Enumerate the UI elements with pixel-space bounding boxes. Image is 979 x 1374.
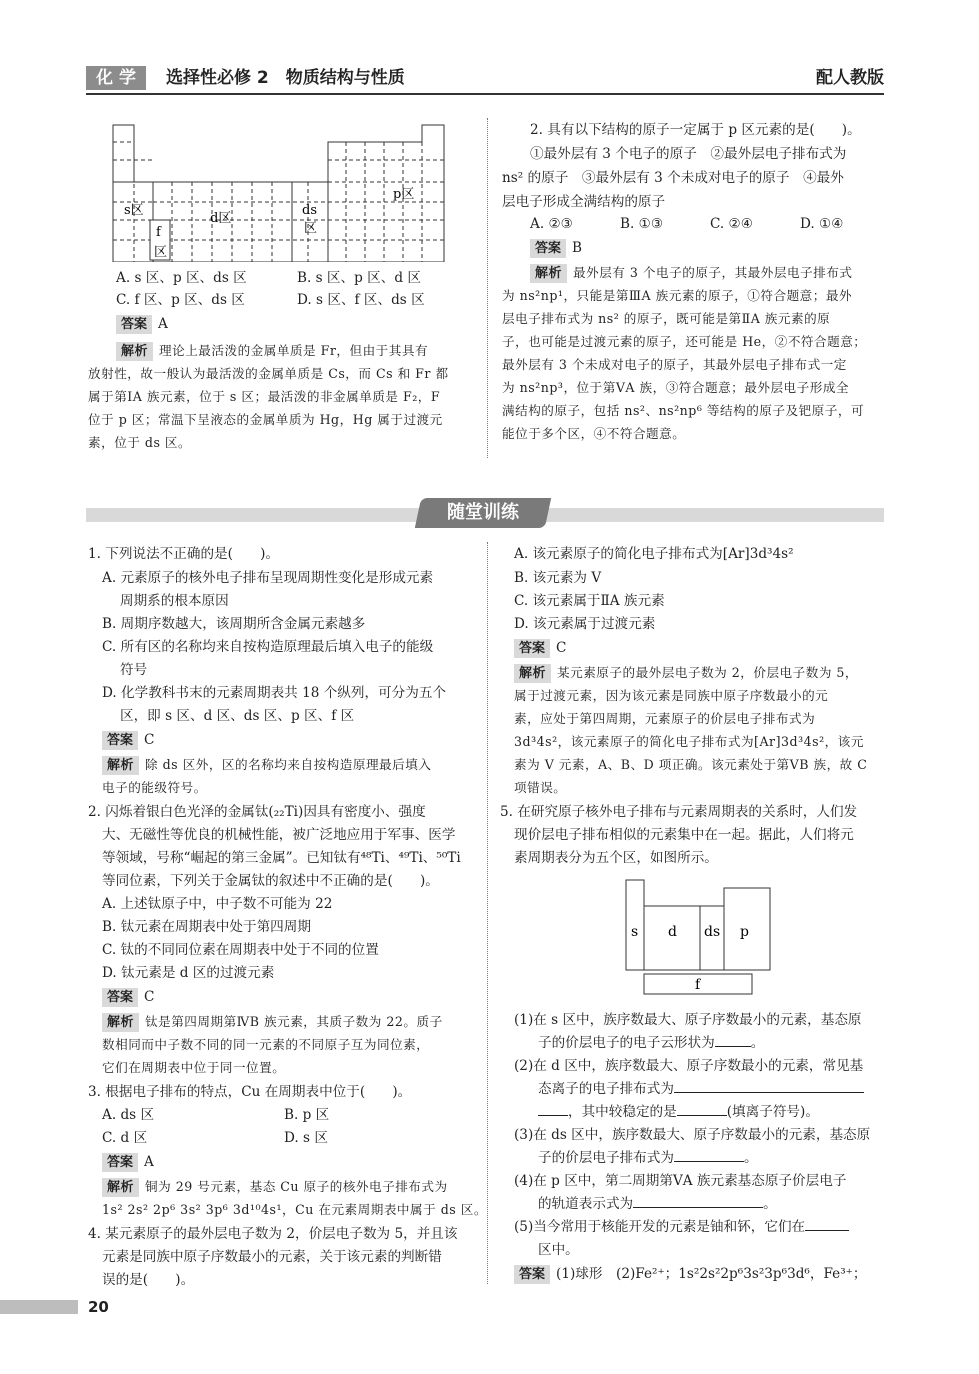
option: B. ①③ <box>620 216 664 232</box>
option: D. 该元素属于过渡元素 <box>514 616 656 632</box>
analysis-line: 素，位于 ds 区。 <box>88 435 192 450</box>
option: D. 化学教科书末的元素周期表共 18 个纵列，可分为五个 <box>102 685 447 701</box>
option: C. f 区、p 区、ds 区 <box>116 292 245 308</box>
option: 区，即 s 区、d 区、ds 区、p 区、f 区 <box>120 708 355 724</box>
analysis-line: 解析 钛是第四周期第ⅣB 族元素，其质子数为 22。质子 <box>102 1011 443 1034</box>
f-block-label: f <box>695 977 701 993</box>
option: C. d 区 <box>102 1130 148 1146</box>
question-5-stem: 素周期表分为五个区，如图所示。 <box>514 850 718 866</box>
answer-tag: 答案 <box>530 239 566 258</box>
question-3-stem: 3. 根据电子排布的特点，Cu 在周期表中位于( )。 <box>88 1084 412 1100</box>
ds-block-label: ds <box>704 924 721 940</box>
question-2-stem: ns² 的原子 ③最外层有 3 个未成对电子的原子 ④最外 <box>502 170 844 186</box>
option: D. s 区、f 区、ds 区 <box>297 292 425 308</box>
option: 周期系的根本原因 <box>120 593 229 609</box>
analysis-line: 属于第ⅠA 族元素，位于 s 区；最活泼的非金属单质是 F₂，F <box>88 389 441 404</box>
answer-line: 答案 B <box>530 236 582 260</box>
option: B. 钛元素在周期表中处于第四周期 <box>102 919 311 935</box>
analysis-line: 解析 某元素原子的最外层电子数为 2，价层电子数为 5， <box>514 662 858 685</box>
analysis-line: 放射性，故一般认为最活泼的金属单质是 Cs，而 Cs 和 Fr 都 <box>88 366 449 381</box>
analysis-line: 解析 最外层有 3 个电子的原子，其最外层电子排布式 <box>530 262 852 285</box>
answer-line <box>116 312 168 336</box>
sub-question: 子的价层电子的电子云形状为 。 <box>538 1031 764 1055</box>
question-1-stem: 1. 下列说法不正确的是( )。 <box>88 546 280 562</box>
analysis-line: 3d³4s²，该元素原子的简化电子排布式为[Ar]3d³4s²，该元 <box>514 734 864 749</box>
question-4-stem: 元素是同族中原子序数最小的元素，关于该元素的判断错 <box>102 1249 442 1265</box>
answer-line: 答案 (1)球形 (2)Fe²⁺；1s²2s²2p⁶3s²3p⁶3d⁶，Fe³⁺； <box>514 1262 866 1286</box>
option: 符号 <box>120 662 148 678</box>
answer-blank[interactable] <box>805 1216 849 1231</box>
answer-blank[interactable] <box>677 1101 727 1116</box>
answer-tag: 答案 <box>514 1265 550 1284</box>
edition-label: 配人教版 <box>816 68 884 88</box>
footer-bar <box>0 1300 78 1314</box>
analysis-line: 项错误。 <box>514 780 567 795</box>
answer-blank[interactable] <box>674 1147 744 1162</box>
option: B. 周期序数越大，该周期所含金属元素越多 <box>102 616 366 632</box>
d-block-label: d <box>668 924 677 940</box>
sub-question: (5)当今常用于核能开发的元素是铀和钚，它们在 <box>514 1215 849 1239</box>
analysis-tag: 解析 <box>102 756 139 775</box>
question-2-stem: 2. 闪烁着银白色光泽的金属钛(₂₂Ti)因具有密度小、强度 <box>88 804 426 820</box>
question-4-stem: 4. 某元素原子的最外层电子数为 2，价层电子数为 5，并且该 <box>88 1226 458 1242</box>
column-divider <box>487 118 488 458</box>
question-2-stem: 2. 具有以下结构的原子一定属于 p 区元素的是( )。 <box>530 122 861 138</box>
answer-blank[interactable] <box>715 1032 751 1047</box>
header-rule <box>86 93 884 95</box>
analysis-line: 解析 铜为 29 号元素，基态 Cu 原子的核外电子排布式为 <box>102 1176 448 1199</box>
answer-tag: 答案 <box>102 988 138 1007</box>
question-5-stem: 现价层电子排布相似的元素集中在一起。据此，人们将元 <box>514 827 854 843</box>
sub-question: (2)在 d 区中，族序数最大、原子序数最小的元素，常见基 <box>514 1058 864 1074</box>
periodic-table-diagram <box>110 122 450 262</box>
sub-question: (3)在 ds 区中，族序数最大、原子序数最小的元素，基态原 <box>514 1127 871 1143</box>
option: C. 该元素属于ⅡA 族元素 <box>514 593 665 609</box>
sub-question: 区中。 <box>538 1242 579 1258</box>
analysis-line: 属于过渡元素，因为该元素是同族中原子序数最小的元 <box>514 688 829 703</box>
page-number: 20 <box>88 1298 109 1316</box>
option: D. 钛元素是 d 区的过渡元素 <box>102 965 275 981</box>
sub-question: (1)在 s 区中，族序数最大、原子序数最小的元素，基态原 <box>514 1012 862 1028</box>
answer-tag: 答案 <box>116 315 152 334</box>
analysis-tag: 解析 <box>116 342 153 361</box>
option: A. 该元素原子的简化电子排布式为[Ar]3d³4s² <box>514 546 794 562</box>
answer-line: 答案 A <box>102 1150 154 1174</box>
p-region-label: p区 <box>393 187 415 202</box>
subject-badge: 化 学 <box>86 66 146 90</box>
option: B. 该元素为 V <box>514 570 602 586</box>
answer-line: 答案 C <box>514 636 566 660</box>
section-title: 随堂训练 <box>415 498 551 528</box>
analysis-line: 位于 p 区；常温下呈液态的金属单质为 Hg，Hg 属于过渡元 <box>88 412 443 427</box>
book-title: 选择性必修 2 物质结构与性质 <box>166 68 405 88</box>
sub-question: 态离子的电子排布式为 <box>538 1077 864 1101</box>
analysis-line: 能位于多个区，④不符合题意。 <box>502 426 686 441</box>
question-2-stem: 大、无磁性等优良的机械性能，被广泛地应用于军事、医学 <box>102 827 456 843</box>
answer-line: 答案 C <box>102 728 154 752</box>
sub-question: 子的价层电子排布式为 。 <box>538 1146 758 1170</box>
ds-region-label: ds <box>302 203 317 218</box>
option: B. s 区、p 区、d 区 <box>297 270 421 286</box>
answer-tag: 答案 <box>514 639 550 658</box>
analysis-line: 素，应处于第四周期，元素原子的价层电子排布式为 <box>514 711 816 726</box>
option: C. ②④ <box>710 216 753 232</box>
s-region-label: s区 <box>124 203 144 218</box>
analysis-line: 为 ns²np¹，只能是第ⅢA 族元素的原子，①符合题意；最外 <box>502 288 853 303</box>
analysis-line: 解析 理论上最活泼的金属单质是 Fr，但由于其具有 <box>116 340 428 363</box>
option: D. s 区 <box>284 1130 328 1146</box>
p-block-label: p <box>740 924 749 940</box>
answer-tag: 答案 <box>102 1153 138 1172</box>
analysis-line: 满结构的原子，包括 ns²、ns²np⁶ 等结构的原子及钯原子，可 <box>502 403 865 418</box>
option: D. ①④ <box>800 216 844 232</box>
option: A. ds 区 <box>102 1107 155 1123</box>
question-2-stem: 等领域，号称“崛起的第三金属”。已知钛有⁴⁸Ti、⁴⁹Ti、⁵⁰Ti <box>102 850 461 866</box>
analysis-line: 子，也可能是过渡元素的原子，还可能是 He，②不符合题意； <box>502 334 867 349</box>
option: A. s 区、p 区、ds 区 <box>116 270 247 286</box>
option: A. ②③ <box>530 216 573 232</box>
ds-region-label-2: 区 <box>304 221 318 236</box>
sub-question: (4)在 p 区中，第二周期第ⅤA 族元素基态原子价层电子 <box>514 1173 847 1189</box>
f-region-label: f <box>156 225 161 240</box>
question-2-stem: 层电子形成全满结构的原子 <box>502 194 666 210</box>
question-5-stem: 5. 在研究原子核外电子排布与元素周期表的关系时，人们发 <box>500 804 858 820</box>
analysis-line: 层电子排布式为 ns² 的原子，既可能是第ⅡA 族元素的原 <box>502 311 831 326</box>
question-2-stem: ①最外层有 3 个电子的原子 ②最外层电子排布式为 <box>530 146 847 162</box>
option: C. 钛的不同同位素在周期表中处于不同的位置 <box>102 942 379 958</box>
d-region-label: d区 <box>210 211 232 226</box>
sub-question: ，其中较稳定的是 (填离子符号)。 <box>538 1100 819 1124</box>
answer-line: 答案 C <box>102 985 154 1009</box>
question-2-stem: 等同位素，下列关于金属钛的叙述中不正确的是( )。 <box>102 873 439 889</box>
s-block-label: s <box>631 924 639 940</box>
analysis-line: 最外层有 3 个未成对电子的原子，其最外层电子排布式一定 <box>502 357 847 372</box>
analysis-tag: 解析 <box>514 664 551 683</box>
analysis-line: 素为 V 元素，A、B、D 项正确。该元素处于第ⅤB 族，故 C <box>514 757 868 772</box>
analysis-line: 它们在周期表中位于同一位置。 <box>102 1060 286 1075</box>
blocks-diagram <box>620 876 782 998</box>
option: B. p 区 <box>284 1107 330 1123</box>
option: A. 元素原子的核外电子排布呈现周期性变化是形成元素 <box>102 570 434 586</box>
analysis-line: 解析 除 ds 区外，区的名称均来自按构造原理最后填入 <box>102 754 431 777</box>
analysis-tag: 解析 <box>530 264 567 283</box>
question-4-stem: 误的是( )。 <box>102 1272 195 1288</box>
answer-tag: 答案 <box>102 731 138 750</box>
answer-blank[interactable] <box>538 1101 568 1116</box>
analysis-tag: 解析 <box>102 1178 139 1197</box>
option: C. 所有区的名称均来自按构造原理最后填入电子的能级 <box>102 639 434 655</box>
answer-blank[interactable] <box>633 1193 763 1208</box>
sub-question: 的轨道表示式为 。 <box>538 1192 777 1216</box>
analysis-line: 为 ns²np³，位于第ⅤA 族，③符合题意；最外层电子形成全 <box>502 380 850 395</box>
analysis-tag: 解析 <box>102 1013 139 1032</box>
answer-value: A <box>158 316 168 332</box>
option: A. 上述钛原子中，中子数不可能为 22 <box>102 896 333 912</box>
f-region-label-2: 区 <box>154 245 168 260</box>
answer-blank[interactable] <box>674 1078 864 1093</box>
page-header <box>86 62 884 94</box>
analysis-line: 电子的能级符号。 <box>102 780 207 795</box>
analysis-line: 1s² 2s² 2p⁶ 3s² 3p⁶ 3d¹⁰4s¹，Cu 在元素周期表中属于 ds 区。 <box>102 1202 487 1217</box>
analysis-line: 数相同而中子数不同的同一元素的不同原子互为同位素， <box>102 1037 430 1052</box>
column-divider <box>487 542 488 1284</box>
